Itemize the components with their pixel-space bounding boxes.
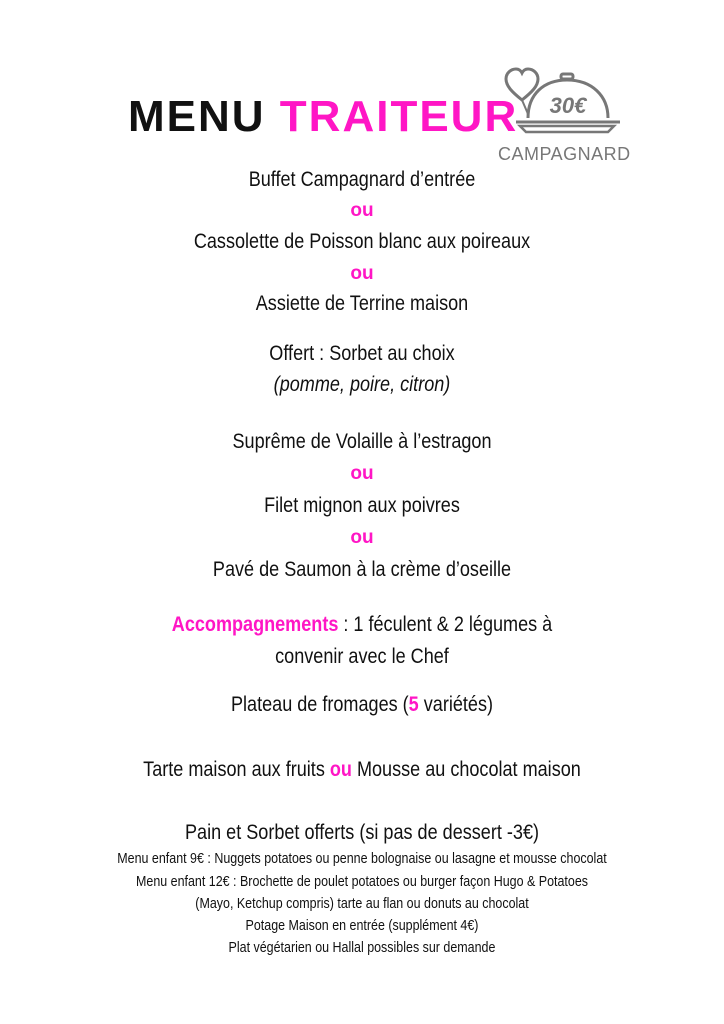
plat-3: Pavé de Saumon à la crème d’oseille <box>212 558 512 581</box>
price-label: 30€ <box>549 93 587 118</box>
entree-3: Assiette de Terrine maison <box>255 292 469 315</box>
plat-2: Filet mignon aux poivres <box>264 494 460 517</box>
menu-enfant-9: Menu enfant 9€ : Nuggets potatoes ou penne bolognaise ou lasagne et mousse chocolat <box>117 851 607 867</box>
badge-campagnard: CAMPAGNARD <box>498 144 631 164</box>
accompagnements-line-2: convenir avec le Chef <box>275 645 449 668</box>
fromages-suffix: variétés) <box>418 693 494 716</box>
plat-1: Suprême de Volaille à l’estragon <box>232 430 492 453</box>
sorbet-flavors: (pomme, poire, citron) <box>273 373 451 396</box>
vegetarien-line: Plat végétarien ou Hallal possibles sur demande <box>228 940 496 956</box>
fromages-prefix: Plateau de fromages ( <box>230 693 409 716</box>
accompagnements-text: : 1 féculent & 2 légumes à <box>338 613 553 636</box>
pain-sorbet-line: Pain et Sorbet offerts (si pas de dessert -3€) <box>184 821 540 844</box>
potage-line: Potage Maison en entrée (supplément 4€) <box>245 918 479 934</box>
sorbet-offert: Offert : Sorbet au choix <box>269 342 455 365</box>
desserts-line <box>51 758 674 782</box>
dessert-1: Tarte maison aux fruits <box>143 758 330 781</box>
page-title <box>128 92 518 142</box>
or-separator: ou <box>350 263 374 284</box>
or-separator: ou <box>350 527 374 548</box>
cloche-icon <box>504 66 624 146</box>
fromages-line <box>51 693 674 717</box>
or-separator: ou <box>350 463 374 484</box>
entree-1: Buffet Campagnard d’entrée <box>248 168 476 191</box>
title-traiteur: TRAITEUR <box>279 92 519 141</box>
title-menu: MENU <box>128 92 266 141</box>
or-separator: ou <box>350 200 374 221</box>
accompagnements-label: Accompagnements <box>171 613 339 636</box>
or-separator: ou <box>329 758 352 781</box>
accompagnements-line <box>51 613 674 637</box>
entree-2: Cassolette de Poisson blanc aux poireaux <box>193 230 531 253</box>
fromages-count: 5 <box>408 693 419 716</box>
menu-enfant-12: Menu enfant 12€ : Brochette de poulet potatoes ou burger façon Hugo & Potatoes <box>135 874 589 890</box>
dessert-2: Mousse au chocolat maison <box>351 758 581 781</box>
menu-enfant-12-details: (Mayo, Ketchup compris) tarte au flan ou donuts au chocolat <box>195 896 529 912</box>
